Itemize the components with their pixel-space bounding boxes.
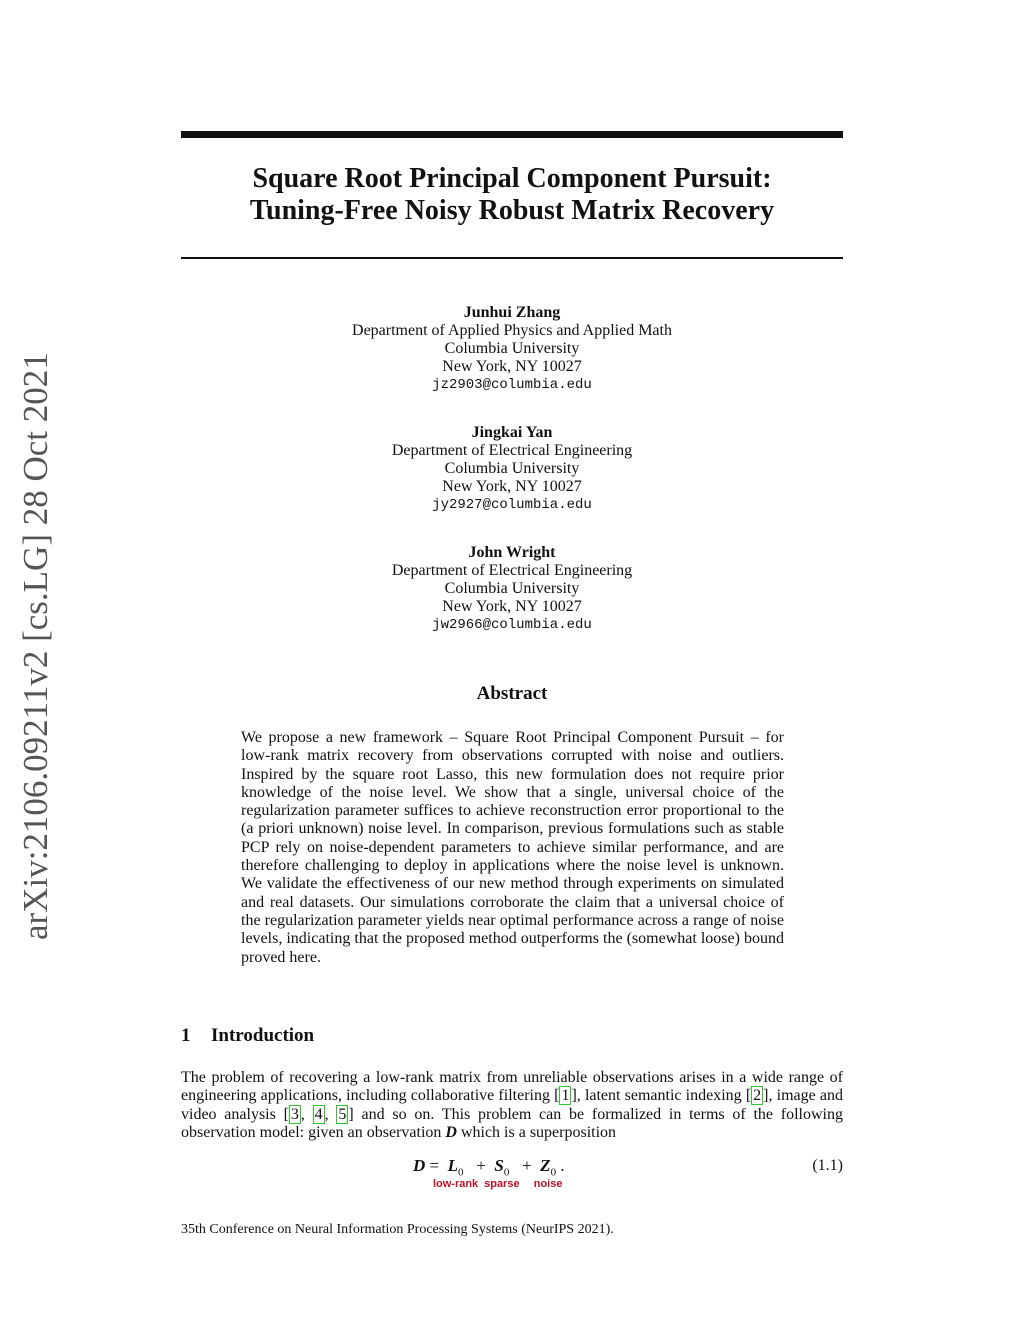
author-department: Department of Applied Physics and Applied Math — [352, 322, 672, 339]
equation-1-1 — [181, 1156, 843, 1196]
intro-text: and so on. This problem can be formalized in terms of the following observation model: given an observation — [181, 1105, 843, 1141]
citation-link[interactable]: 5 — [338, 1105, 347, 1123]
author-block-3 — [181, 544, 843, 634]
author-university: Columbia University — [444, 340, 580, 357]
citation-link[interactable]: 3 — [290, 1105, 299, 1123]
eq-lhs: D — [413, 1156, 426, 1175]
author-city: New York, NY 10027 — [442, 358, 582, 375]
section-title: Introduction — [211, 1025, 315, 1046]
eq-label-sparse: sparse — [484, 1178, 520, 1190]
section-heading-introduction — [181, 1025, 843, 1047]
eq-term-sparse — [484, 1156, 520, 1190]
title-rule-bottom — [181, 257, 843, 259]
section-number: 1 — [181, 1025, 191, 1046]
author-email[interactable]: jw2966@columbia.edu — [432, 617, 592, 633]
author-name: Junhui Zhang — [463, 304, 561, 321]
eq-term-noise — [533, 1156, 563, 1190]
eq-plus: + — [522, 1156, 532, 1175]
arxiv-stamp: arXiv:2106.09211v2 [cs.LG] 28 Oct 2021 — [16, 352, 55, 940]
author-university: Columbia University — [444, 460, 580, 477]
intro-text: , image and video analysis — [181, 1087, 843, 1123]
citation-link[interactable]: 4 — [314, 1105, 323, 1123]
conference-footnote: 35th Conference on Neural Information Processing Systems (NeurIPS 2021). — [181, 1222, 614, 1237]
intro-text: The problem of recovering a low-rank matrix from unreliable observations arises in a wide range of engineering applications, including collaborative filtering — [181, 1069, 843, 1105]
author-city: New York, NY 10027 — [442, 598, 582, 615]
title-line-2: Tuning-Free Noisy Robust Matrix Recovery — [249, 195, 775, 226]
author-department: Department of Electrical Engineering — [391, 562, 633, 579]
eq-symbol: Z — [540, 1156, 551, 1175]
title-line-1: Square Root Principal Component Pursuit: — [252, 163, 772, 194]
paper-title — [181, 163, 843, 227]
citation-link[interactable]: 1 — [561, 1087, 570, 1105]
eq-equals: = — [429, 1156, 440, 1175]
eq-term-low-rank — [432, 1156, 479, 1190]
eq-symbol: S — [494, 1156, 504, 1175]
equation-body — [413, 1156, 565, 1190]
intro-text: , latent semantic indexing — [576, 1087, 746, 1105]
author-email[interactable]: jy2927@columbia.edu — [432, 497, 592, 513]
author-block-1 — [181, 304, 843, 394]
author-city: New York, NY 10027 — [442, 478, 582, 495]
introduction-paragraph: The problem of recovering a low-rank matrix from unreliable observations arises in a wide range of engineering applications, including collaborative filtering [ 1 ], latent semantic indexing [ 2 ], image and video analysis [ 3 , 4 , 5 ] and so on. This problem can be formalized in terms of the following observation model: given an observation D which is a superposition — [181, 1069, 843, 1141]
author-block-2 — [181, 424, 843, 514]
eq-label-low-rank: low-rank — [432, 1178, 479, 1190]
title-rule-top — [181, 131, 843, 138]
eq-subscript: 0 — [550, 1166, 557, 1179]
math-symbol-d: D — [445, 1123, 457, 1141]
eq-label-noise: noise — [533, 1178, 563, 1190]
eq-subscript: 0 — [458, 1166, 464, 1179]
intro-text: which is a superposition — [456, 1123, 617, 1141]
author-email[interactable]: jz2903@columbia.edu — [432, 377, 592, 393]
author-name: John Wright — [468, 544, 556, 561]
abstract-heading: Abstract — [476, 683, 548, 704]
equation-number: (1.1) — [812, 1157, 843, 1174]
author-name: Jingkai Yan — [471, 424, 553, 441]
eq-symbol: L — [447, 1156, 459, 1175]
eq-subscript: 0 — [503, 1166, 510, 1179]
author-university: Columbia University — [444, 580, 580, 597]
eq-period: . — [560, 1156, 565, 1175]
eq-plus: + — [476, 1156, 486, 1175]
abstract-text: We propose a new framework – Square Root Principal Component Pursuit – for low-rank matrix recovery from observations corrupted with noise and outliers. Inspired by the square root Lasso, this new formulation does not require prior knowledge of the noise level. We show that a single, universal choice of the regularization parameter suffices to achieve reconstruction error proportional to the (a priori unknown) noise level. In comparison, previous formulations such as stable PCP rely on noise-dependent parameters to achieve similar performance, and are therefore challenging to deploy in applications where the noise level is unknown. We validate the effectiveness of our new method through experiments on simulated and real datasets. Our simulations corroborate the claim that a universal choice of the regularization parameter yields near optimal performance across a range of noise levels, indicating that the proposed method outperforms the (somewhat loose) bound proved here. — [241, 729, 784, 966]
author-department: Department of Electrical Engineering — [391, 442, 633, 459]
citation-link[interactable]: 2 — [753, 1087, 762, 1105]
